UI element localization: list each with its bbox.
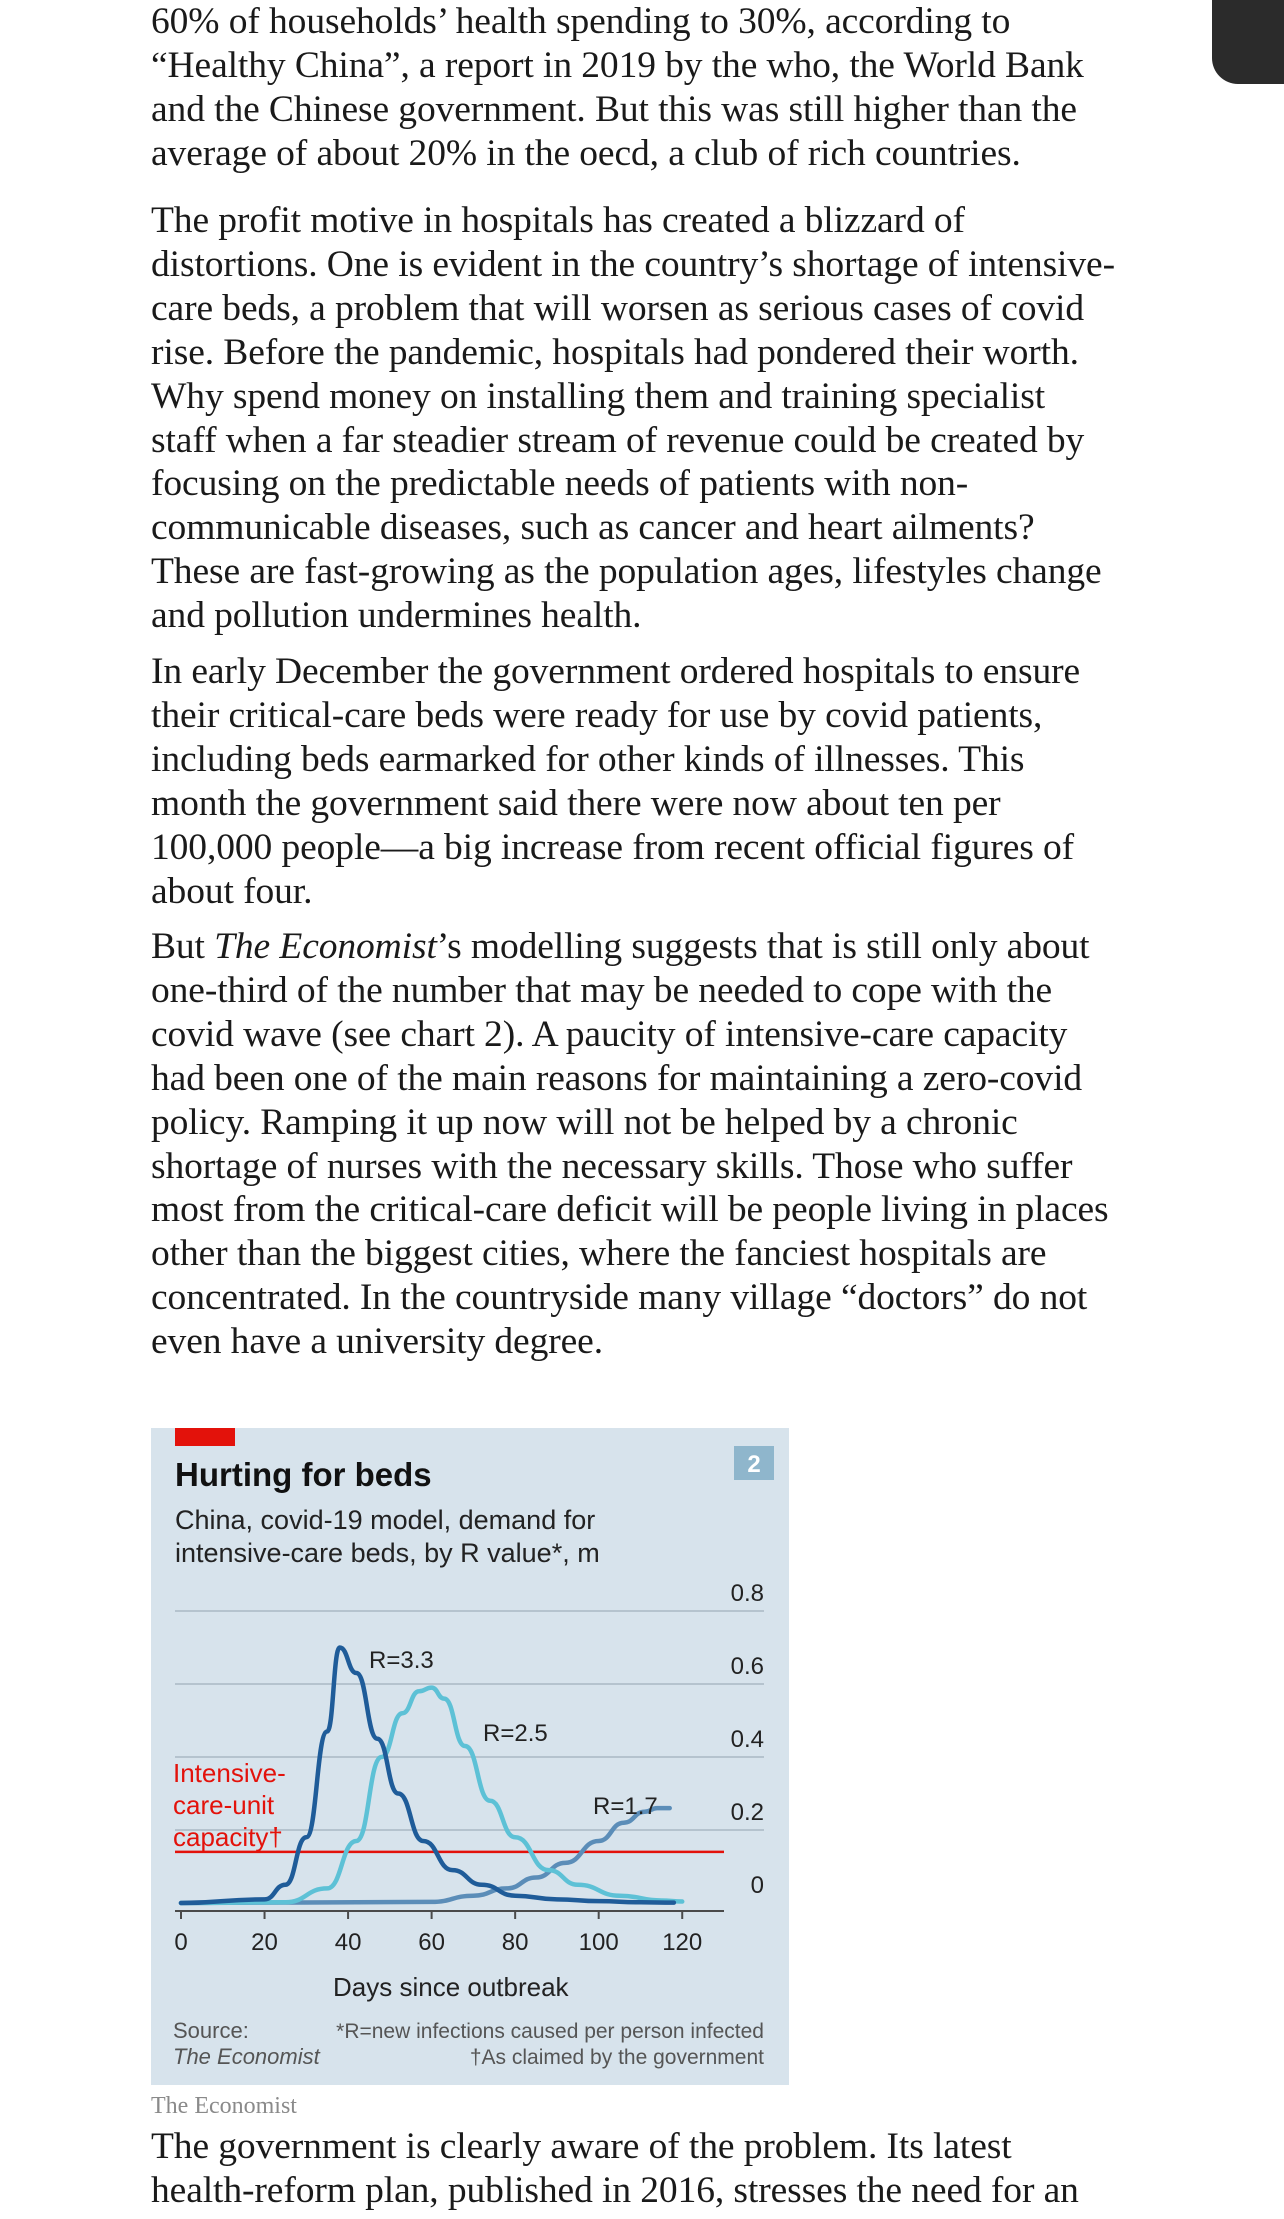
y-tick-label-0.2: 0.2 <box>730 1799 764 1826</box>
series-label-r25: R=2.5 <box>483 1720 548 1747</box>
capacity-label-line2: care-unit <box>173 1790 275 1820</box>
capacity-label-line3: capacity† <box>173 1822 283 1852</box>
paragraph-4-italic: The Economist <box>214 926 437 967</box>
y-tick-label-0: 0 <box>750 1872 764 1899</box>
paragraph-1: 60% of households’ health spending to 30%, according to “Healthy China”, a report in 2019 by the who, the World Bank and the Chinese government. But this was still higher than the average of about 20% in the oecd, a club of rich countries. <box>151 1 1084 174</box>
x-tick-label-120: 120 <box>662 1929 703 1956</box>
paragraph-4 <box>151 925 1109 1364</box>
paragraph-2: The profit motive in hospitals has created a blizzard of distortions. One is evident in the country’s shortage of intensive- care beds, a problem that will worsen as serious cases of covid rise. Before the pandemic, hospitals had pondered their worth. Why spend money on installing them and training specialist staff when a far steadier stream of revenue could be created by focusing on the predictable needs of patients with non- communicable diseases, such as cancer and heart ailments? These are fast-growing as the population ages, lifestyles change and pollution undermines health. <box>151 200 1115 637</box>
chart-subtitle-line2: intensive-care beds, by R value*, m <box>175 1538 600 1568</box>
x-tick-label-100: 100 <box>578 1929 619 1956</box>
chart-number: 2 <box>747 1451 761 1478</box>
source-name: The Economist <box>173 2044 320 2069</box>
footnote-2: †As claimed by the government <box>469 2046 764 2069</box>
chart-svg <box>151 1428 789 2085</box>
chart-accent-bar <box>175 1428 235 1446</box>
y-tick-label-0.8: 0.8 <box>730 1580 764 1607</box>
paragraph-4-lead: But <box>151 926 215 967</box>
series-label-r17: R=1.7 <box>593 1793 658 1820</box>
y-tick-labels <box>731 1580 764 1899</box>
paragraph-4-body: ’s modelling suggests that is still only about one-third of the number that may be needed to cope with the covid wave (see chart 2). A paucity of intensive-care capacity had been one of the main reasons for maintaining a zero-covid policy. Ramping it up now will not be helped by a chronic shortage of nurses with the necessary skills. Those who suffer most from the critical-care deficit will be people living in places other than the biggest cities, where the fanciest hospitals are concentrated. In the countryside many village “doctors” do not even have a university degree. <box>151 926 1109 1363</box>
x-tick-label-80: 80 <box>501 1929 529 1956</box>
y-tick-label-0.6: 0.6 <box>730 1653 764 1680</box>
x-tick-label-40: 40 <box>334 1929 362 1956</box>
capacity-label-line1: Intensive- <box>173 1758 286 1788</box>
paragraph-3: In early December the government ordered hospitals to ensure their critical-care beds were ready for use by covid patients, including beds earmarked for other kinds of illnesses. This month the government said there were now about ten per 100,000 people—a big increase from recent official figures of about four. <box>151 651 1081 912</box>
footnote-1: *R=new infections caused per person infected <box>336 2020 764 2043</box>
x-axis <box>174 1911 724 1956</box>
x-axis-title: Days since outbreak <box>333 1972 569 2002</box>
y-tick-label-0.4: 0.4 <box>730 1726 764 1753</box>
x-tick-label-20: 20 <box>251 1929 278 1956</box>
corner-tab <box>1212 0 1284 84</box>
x-tick-label-0: 0 <box>174 1929 188 1956</box>
source-label: Source: <box>173 2018 249 2043</box>
chart-title: Hurting for beds <box>175 1456 432 1493</box>
chart-subtitle-line1: China, covid-19 model, demand for <box>175 1505 596 1535</box>
series-label-r33: R=3.3 <box>369 1647 434 1674</box>
image-credit: The Economist <box>151 2093 297 2119</box>
x-tick-label-60: 60 <box>418 1929 445 1956</box>
chart-panel <box>151 1428 789 2085</box>
paragraph-5: The government is clearly aware of the problem. Its latest health-reform plan, published in 2016, stresses the need for an <box>151 2126 1079 2211</box>
